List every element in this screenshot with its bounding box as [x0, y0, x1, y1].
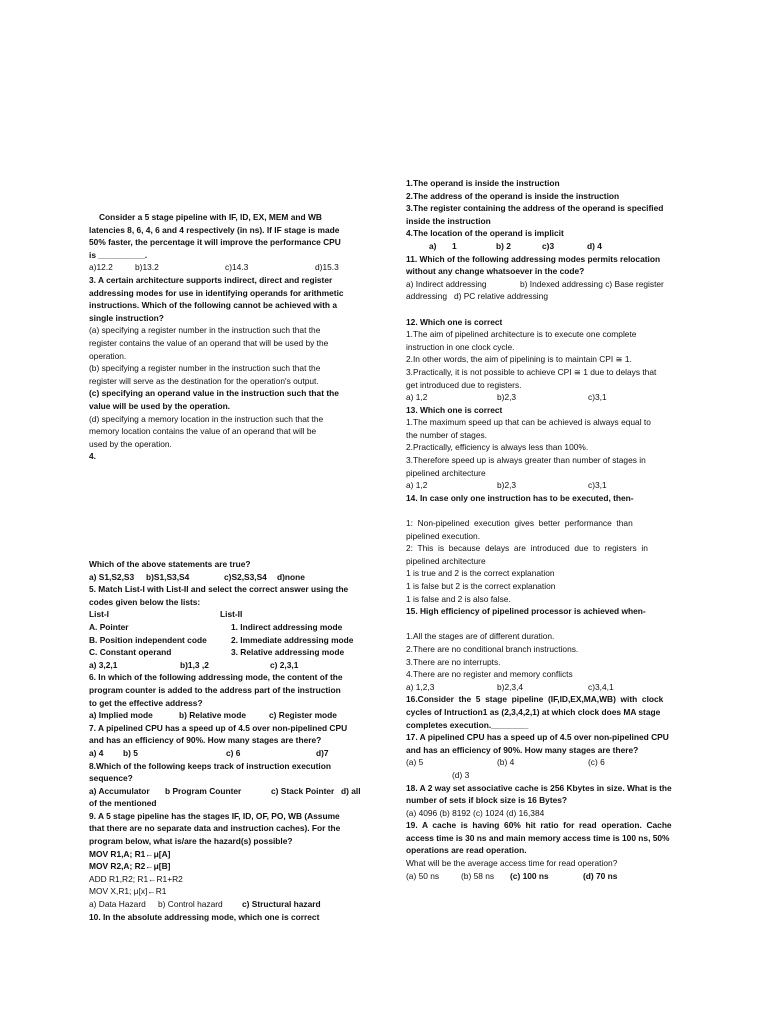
- q12-line: get introduced due to registers.: [406, 379, 522, 390]
- q3-stem: addressing modes for use in identifying operands for arithmetic: [89, 287, 344, 298]
- q4-options: [89, 571, 364, 584]
- question-2: [89, 211, 357, 274]
- q5-list-headers: [89, 608, 364, 621]
- q9-stem: that there are no separate data and instruction caches). For the: [89, 823, 341, 834]
- q12-option-b: b)2,3: [497, 392, 517, 403]
- q19-option-c: (c) 100 ns: [510, 870, 549, 881]
- q17-options: [406, 756, 678, 769]
- q5-row-right: 3. Relative addressing mode: [231, 647, 345, 658]
- q10-choice: 1.The operand is inside the instruction: [406, 178, 560, 188]
- spacer: [406, 504, 678, 517]
- q16-line: 16.Consider the 5 stage pipeline (IF,ID,EX,MA,WB) with clock: [406, 694, 664, 705]
- q3-stem: instructions. Which of the following cannot be achieved with a: [89, 300, 338, 311]
- q10-option-a-value: 1: [452, 240, 457, 251]
- q3-option-d: memory location contains the value of an operand that will be: [89, 426, 317, 437]
- question-6: [89, 671, 364, 721]
- q15-option-b: b)2,3,4: [497, 681, 524, 692]
- q3-option-d: used by the operation.: [89, 438, 172, 449]
- q17-option-b: (b) 4: [497, 757, 515, 768]
- q7-option-d: d)7: [316, 747, 329, 758]
- q2-option-a: a)12.2: [89, 262, 113, 273]
- q10-answers: [406, 177, 678, 253]
- q6-option-b: b) Relative mode: [179, 710, 247, 721]
- q12-line: 2.In other words, the aim of pipelining is to maintain CPI ≅ 1.: [406, 354, 632, 365]
- list1-header: List-I: [89, 609, 110, 620]
- q14-line: 1 is true and 2 is the correct explanation: [406, 568, 555, 579]
- q15-line: 1.All the stages are of different duration.: [406, 631, 555, 642]
- q6-stem: program counter is added to the address part of the instruction: [89, 684, 341, 695]
- q5-options: [89, 659, 364, 672]
- q7-options: [89, 747, 364, 760]
- q19-option-d: (d) 70 ns: [583, 870, 618, 881]
- q9-code-line: MOV R1,A; R1←μ[A]: [89, 848, 171, 859]
- q13-option-c: c)3,1: [588, 480, 607, 491]
- q2-option-d: d)15.3: [315, 262, 339, 273]
- q5-row-right: 2. Immediate addressing mode: [231, 634, 354, 645]
- q8-option-a: a) Accumulator: [89, 785, 150, 796]
- q19-option-b: (b) 58 ns: [461, 870, 495, 881]
- q5-row-left: A. Pointer: [89, 621, 129, 632]
- q6-options: [89, 709, 364, 722]
- q4-stem: Which of the above statements are true?: [89, 559, 251, 569]
- question-5: [89, 583, 364, 671]
- question-7: [89, 722, 364, 760]
- q14-line: 2: This is because delays are introduced due to registers in: [406, 543, 648, 554]
- q2-option-c: c)14.3: [225, 262, 249, 273]
- left-column: [89, 211, 357, 463]
- q11-options: [406, 278, 678, 291]
- q3-stem: single instruction?: [89, 312, 164, 323]
- question-14: [406, 492, 678, 605]
- q18-stem: number of sets if block size is 16 Bytes?: [406, 795, 568, 806]
- q11-option-a: a) Indirect addressing: [406, 278, 487, 289]
- q2-option-b: b)13.2: [135, 262, 159, 273]
- q10-choice: 4.The location of the operand is implicit: [406, 228, 564, 239]
- q13-line: the number of stages.: [406, 429, 488, 440]
- q8-stem: sequence?: [89, 773, 133, 784]
- q9-code-line: ADD R1,R2; R1←R1+R2: [89, 873, 183, 884]
- question-18: [406, 782, 678, 820]
- q11-stem: without any change whatsoever in the code?: [406, 266, 585, 277]
- question-12: [406, 316, 678, 404]
- q5-stem: 5. Match List-I with List-II and select the correct answer using the: [89, 584, 349, 595]
- q3-option-d: (d) specifying a memory location in the instruction such that the: [89, 413, 324, 424]
- q10-option-a: a): [429, 240, 437, 251]
- q6-stem: to get the effective address?: [89, 697, 203, 708]
- left-column-lower: [89, 558, 364, 923]
- q15-line: 2.There are no conditional branch instructions.: [406, 643, 579, 654]
- q10-option-b: b) 2: [496, 240, 511, 251]
- q5-row-left: C. Constant operand: [89, 647, 172, 658]
- q2-options: [89, 261, 357, 274]
- q3-option-a: (a) specifying a register number in the instruction such that the: [89, 325, 321, 336]
- q4-option-a: a) S1,S2,S3: [89, 571, 135, 582]
- question-3: [89, 274, 357, 463]
- q6-stem: 6. In which of the following addressing mode, the content of the: [89, 672, 343, 683]
- q5-option-c: c) 2,3,1: [270, 659, 299, 670]
- question-15: [406, 605, 678, 693]
- q6-option-a: a) Implied mode: [89, 710, 153, 721]
- q14-line: 1 is false and 2 is also false.: [406, 593, 511, 604]
- q17-option-d: (d) 3: [452, 769, 470, 780]
- q10-option-c: c)3: [542, 240, 555, 251]
- q5-option-a: a) 3,2,1: [89, 659, 118, 670]
- q3-stem: 3. A certain architecture supports indirect, direct and register: [89, 274, 333, 285]
- q10-choice: inside the instruction: [406, 215, 491, 226]
- question-4: [89, 558, 364, 583]
- q3-option-b: (b) specifying a register number in the instruction such that the: [89, 363, 321, 374]
- q2-line: is __________.: [89, 249, 148, 260]
- spacer: [406, 618, 678, 631]
- q12-line: 1.The aim of pipelined architecture is to execute one complete: [406, 329, 637, 340]
- q4-option-d: d)none: [277, 571, 305, 582]
- q3-option-c: value will be used by the operation.: [89, 400, 231, 411]
- q5-row: [89, 646, 364, 659]
- q12-line: 3.Practically, it is not possible to achieve CPI ≅ 1 due to delays that: [406, 366, 657, 377]
- q10-option-d: d) 4: [587, 240, 602, 251]
- q9-stem: 9. A 5 stage pipeline has the stages IF, ID, OF, PO, WB (Assume: [89, 810, 340, 821]
- q15-option-a: a) 1,2,3: [406, 681, 435, 692]
- q13-stem: 13. Which one is correct: [406, 404, 503, 415]
- q9-option-b: b) Control hazard: [158, 899, 223, 910]
- q8-option-d-tail: of the mentioned: [89, 798, 157, 809]
- q15-option-c: c)3,4,1: [588, 681, 614, 692]
- q7-option-c: c) 6: [226, 747, 241, 758]
- q17-stem: 17. A pipelined CPU has a speed up of 4.5 over non-pipelined CPU: [406, 732, 669, 743]
- question-16: [406, 693, 678, 731]
- q13-option-a: a) 1,2: [406, 480, 428, 491]
- q9-code-line: MOV R2,A; R2←μ[B]: [89, 861, 171, 872]
- q13-line: pipelined architecture: [406, 467, 486, 478]
- q18-options: (a) 4096 (b) 8192 (c) 1024 (d) 16,384: [406, 807, 545, 818]
- q19-stem: operations are read operation.: [406, 845, 527, 856]
- q6-option-c: c) Register mode: [269, 710, 337, 721]
- q5-stem: codes given below the lists:: [89, 596, 201, 607]
- q13-option-b: b)2,3: [497, 480, 517, 491]
- question-9: [89, 810, 364, 911]
- q13-line: 2.Practically, efficiency is always less than 100%.: [406, 442, 589, 453]
- q19-options: [406, 870, 678, 883]
- question-8: [89, 760, 364, 810]
- q4-number: 4.: [89, 451, 96, 462]
- q8-stem: 8.Which of the following keeps track of instruction execution: [89, 760, 331, 771]
- q11-stem: 11. Which of the following addressing modes permits relocation: [406, 253, 661, 264]
- question-11: [406, 253, 678, 303]
- q13-options: [406, 479, 678, 492]
- q13-line: 1.The maximum speed up that can be achieved is always equal to: [406, 417, 651, 428]
- q14-line: 1 is false but 2 is the correct explanation: [406, 581, 556, 591]
- q10-choice: 3.The register containing the address of the operand is specified: [406, 203, 664, 214]
- q12-option-c: c)3,1: [588, 392, 607, 403]
- question-13: [406, 404, 678, 492]
- q9-option-a: a) Data Hazard: [89, 899, 146, 910]
- q17-stem: and has an efficiency of 90%. How many stages are there?: [406, 744, 639, 755]
- spacer: [406, 303, 678, 316]
- q7-option-a: a) 4: [89, 747, 104, 758]
- list2-header: List-II: [220, 609, 243, 620]
- q4-option-c: c)S2,S3,S4: [224, 571, 267, 582]
- q3-option-b: register will serve as the destination for the operation's output.: [89, 375, 319, 386]
- q19-question: What will be the average access time for read operation?: [406, 858, 618, 869]
- q5-row: [89, 621, 364, 634]
- q9-code-line: MOV X,R1; μ[x]←R1: [89, 886, 167, 897]
- right-column: [406, 177, 678, 882]
- q3-option-a: register contains the value of an operand that will be used by the: [89, 337, 329, 348]
- q8-options: [89, 785, 364, 798]
- q7-stem: and has an efficiency of 90%. How many stages are there?: [89, 735, 322, 746]
- q14-line: pipelined architecture: [406, 555, 486, 566]
- q9-options: [89, 898, 364, 911]
- q17-option-c: (c) 6: [588, 757, 605, 768]
- q10-choice: 2.The address of the operand is inside the instruction: [406, 190, 620, 201]
- q2-line: 50% faster, the percentage it will improve the performance CPU: [89, 237, 341, 248]
- q15-line: 3.There are no interrupts.: [406, 656, 501, 667]
- q7-stem: 7. A pipelined CPU has a speed up of 4.5 over non-pipelined CPU: [89, 722, 348, 733]
- q16-line: cycles of Intruction1 as (2,3,4,2,1) at which clock does MA stage: [406, 706, 661, 717]
- q3-option-a: operation.: [89, 350, 127, 361]
- q5-row-left: B. Position independent code: [89, 634, 207, 645]
- q5-row: [89, 634, 364, 647]
- q3-option-c: (c) specifying an operand value in the instruction such that the: [89, 388, 339, 399]
- question-19: [406, 819, 678, 882]
- q17-option-a: (a) 5: [406, 757, 424, 768]
- q12-line: instruction in one clock cycle.: [406, 341, 515, 352]
- q9-stem: program below, what is/are the hazard(s) possible?: [89, 836, 293, 847]
- q12-option-a: a) 1,2: [406, 392, 428, 403]
- q15-stem: 15. High efficiency of pipelined processor is achieved when-: [406, 606, 646, 617]
- q13-line: 3.Therefore speed up is always greater than number of stages in: [406, 455, 646, 466]
- q19-option-a: (a) 50 ns: [406, 870, 440, 881]
- q8-option-d: d) all: [341, 785, 361, 796]
- q14-line: 1: Non-pipelined execution gives better performance than: [406, 518, 633, 529]
- q12-stem: 12. Which one is correct: [406, 316, 503, 327]
- q15-options: [406, 681, 678, 694]
- q12-options: [406, 391, 678, 404]
- q9-option-c: c) Structural hazard: [242, 899, 321, 910]
- q7-option-b: b) 5: [123, 747, 138, 758]
- q11-option-b-c: b) Indexed addressing c) Base register: [520, 278, 664, 289]
- q14-line: pipelined execution.: [406, 530, 481, 541]
- q14-stem: 14. In case only one instruction has to be executed, then-: [406, 492, 634, 503]
- q10-options: [406, 240, 678, 253]
- q5-option-b: b)1,3 ,2: [180, 659, 209, 670]
- q10-stem: 10. In the absolute addressing mode, which one is correct: [89, 911, 320, 922]
- q2-line: Consider a 5 stage pipeline with IF, ID, EX, MEM and WB: [99, 212, 322, 222]
- q11-option-c-d: addressing d) PC relative addressing: [406, 291, 548, 302]
- q19-stem: 19. A cache is having 60% hit ratio for read operation. Cache: [406, 820, 672, 831]
- q5-row-right: 1. Indirect addressing mode: [231, 621, 343, 632]
- q8-option-c: c) Stack Pointer: [271, 785, 335, 796]
- question-17: [406, 731, 678, 781]
- q8-option-b: b Program Counter: [165, 785, 242, 796]
- q2-line: latencies 8, 6, 4, 6 and 4 respectively (in ns). If IF stage is made: [89, 224, 340, 235]
- q19-stem: access time is 30 ns and main memory access time is 100 ns, 50%: [406, 832, 670, 843]
- q18-stem: 18. A 2 way set associative cache is 256 Kbytes in size. What is the: [406, 782, 672, 793]
- q4-option-b: b)S1,S3,S4: [146, 571, 190, 582]
- q16-line: completes execution.________: [406, 719, 529, 730]
- q15-line: 4.There are no register and memory conflicts: [406, 669, 573, 680]
